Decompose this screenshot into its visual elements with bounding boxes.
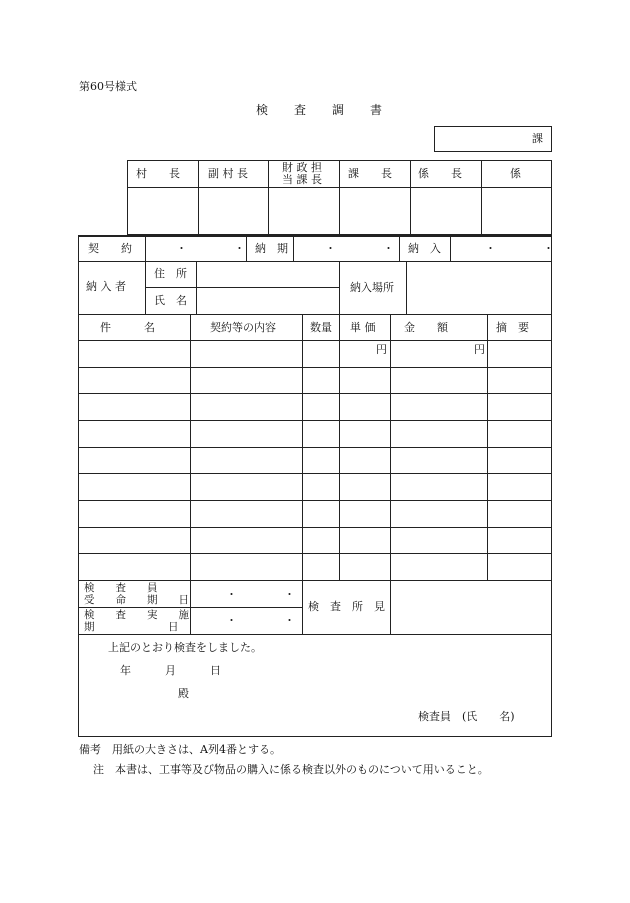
note-usage: 注 本書は、工事等及び物品の購入に係る検査以外のものについて用いること。 [93,763,489,776]
col-header-quantity: 数量 [310,321,332,334]
statement-text: 上記のとおり検査をしました。 [108,641,262,654]
table-row [78,420,552,421]
document-title: 検査調書 [256,103,409,117]
table-row [78,527,552,528]
table-row [78,393,552,394]
note-paper-size: 備考 用紙の大きさは、A列4番とする。 [79,743,281,756]
table-row [78,500,552,501]
main-form [78,235,552,737]
approval-header-section-chief: 課 長 [348,167,392,180]
order-date-value: ・ ・ [226,588,313,601]
supplier-label: 納 入 者 [86,280,126,293]
inspector-signature: 検査員 (氏 名) [418,710,515,723]
approval-header-finance-1: 財 政 担 [282,161,322,174]
inspection-exec-label-2: 期 日 [84,621,179,633]
approval-header-staff: 係 [510,167,521,180]
contract-date: ・ ・ [176,242,263,255]
delivery-period-date: ・ ・ [325,242,412,255]
approval-header-finance-2: 当 課 長 [282,173,322,186]
section-label: 課 [532,132,543,145]
col-header-remarks: 摘 要 [496,321,529,334]
col-header-unit-price: 単 価 [350,321,376,334]
approval-header-deputy: 副 村 長 [208,167,248,180]
delivery-period-label: 納 期 [255,242,288,255]
table-row [78,553,552,554]
delivery-label: 納 入 [408,242,441,255]
table-row [78,473,552,474]
approval-header-unit-chief: 係 長 [418,167,462,180]
delivery-place-label: 納入場所 [350,281,394,294]
col-header-contract-content: 契約等の内容 [210,321,276,334]
delivery-date: ・ ・ [485,242,572,255]
inspector-label: 検 査 員 [84,582,158,594]
inspection-exec-label-1: 検 査 実 施 [84,609,189,621]
order-date-label: 受 命 期 日 [84,594,189,606]
statement-date: 年 月 日 [120,664,225,677]
approval-header-village-head: 村 長 [136,167,180,180]
inspection-exec-date-value: ・ ・ [226,614,313,627]
amount-yen: 円 [474,343,485,356]
unit-price-yen: 円 [376,343,387,356]
table-row [78,367,552,368]
col-header-amount: 金 額 [404,321,448,334]
supplier-address-label: 住 所 [154,267,187,280]
statement-addressee: 殿 [178,687,189,700]
form-number: 第60号様式 [79,80,137,93]
supplier-name-label: 氏 名 [154,294,187,307]
col-header-item-name: 件 名 [100,321,155,334]
inspection-opinion-label: 検 査 所 見 [308,600,385,613]
table-row [78,447,552,448]
contract-label: 契 約 [88,242,132,255]
